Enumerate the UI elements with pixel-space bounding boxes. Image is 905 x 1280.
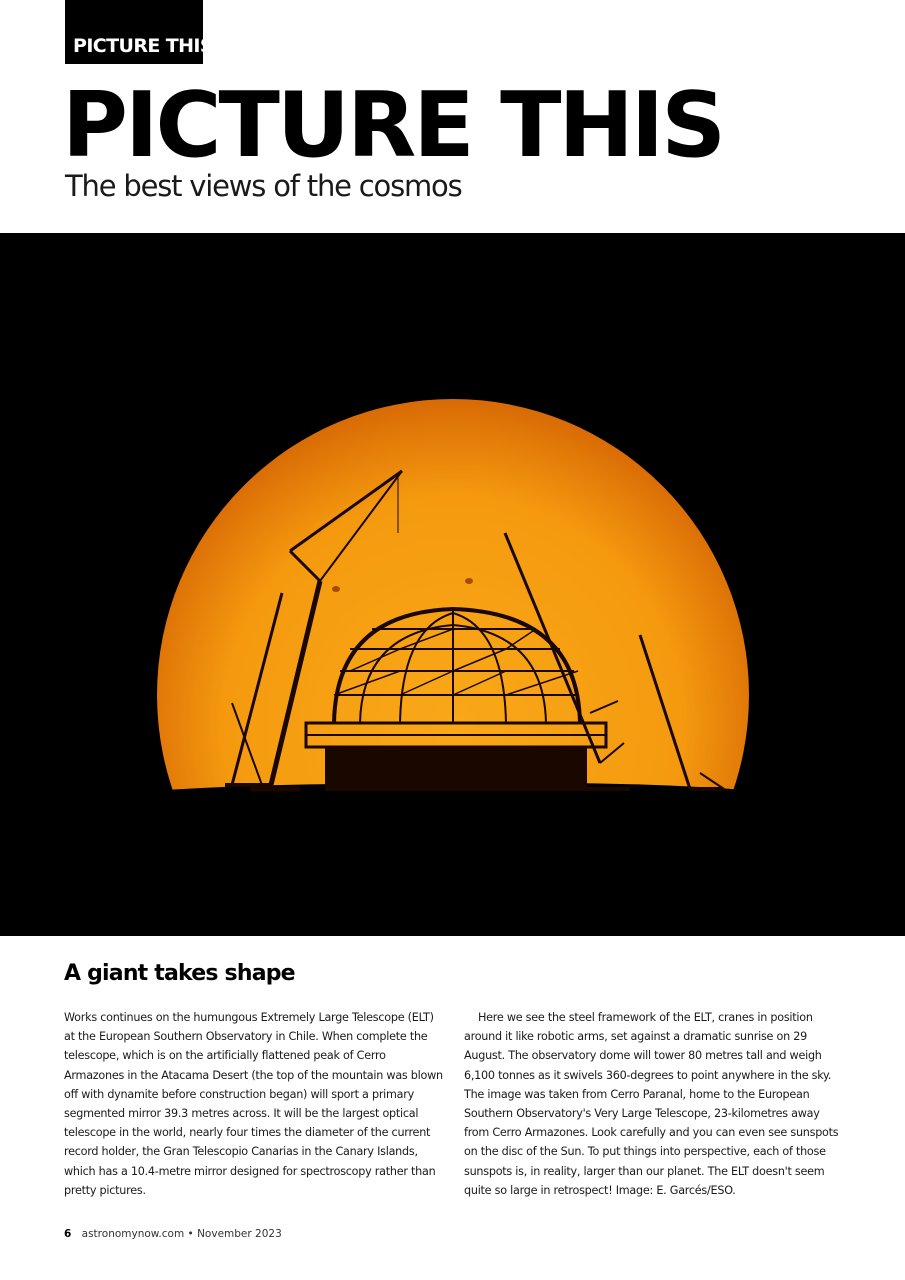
article-body-left-column: Works continues on the humungous Extremely Large Telescope (ELT) at the European Southern Observatory in Chile. When complete the telescope, which is on the artificially flattened peak of Cerro Armazones in the Atacama Desert (the top of the mountain was blown off with dynamite before construction began) will sport a primary segmented mirror 39.3 metres across. It will be the largest optical telescope in the world, nearly four times the diameter of the current record holder, the Gran Telescopio Canarias in the Canary Islands, which has a 10.4-metre mirror designed for spectroscopy rather than pretty pictures. bbox=[64, 1011, 443, 1197]
sunrise-telescope-illustration bbox=[0, 233, 905, 936]
page-number: 6 bbox=[64, 1228, 72, 1240]
horizon-ground bbox=[0, 783, 905, 936]
page-title: PICTURE THIS bbox=[62, 73, 724, 178]
page-subtitle: The best views of the cosmos bbox=[65, 169, 462, 203]
section-tag: PICTURE THIS bbox=[65, 0, 203, 64]
footer-separator: • bbox=[187, 1228, 194, 1240]
footer-issue: November 2023 bbox=[197, 1228, 282, 1240]
page-footer bbox=[64, 1228, 282, 1240]
hero-image bbox=[0, 233, 905, 936]
sunspot bbox=[465, 578, 473, 584]
article-heading: A giant takes shape bbox=[64, 961, 295, 986]
sunspot bbox=[332, 586, 340, 592]
article-body-right-column: Here we see the steel framework of the ELT, cranes in position around it like robotic arms, set against a dramatic sunrise on 29 August. The observatory dome will tower 80 metres tall and weigh 6,100 tonnes as it swivels 360-degrees to point anywhere in the sky. The image was taken from Cerro Paranal, home to the European Southern Observatory's Very Large Telescope, 23-kilometres away from Cerro Armazones. Look carefully and you can even see sunspots on the disc of the Sun. To put things into perspective, each of those sunspots is, in reality, larger than our planet. The ELT doesn't seem quite so large in retrospect! Image: E. Garcés/ESO. bbox=[464, 1011, 839, 1197]
footer-site: astronomynow.com bbox=[81, 1228, 185, 1240]
